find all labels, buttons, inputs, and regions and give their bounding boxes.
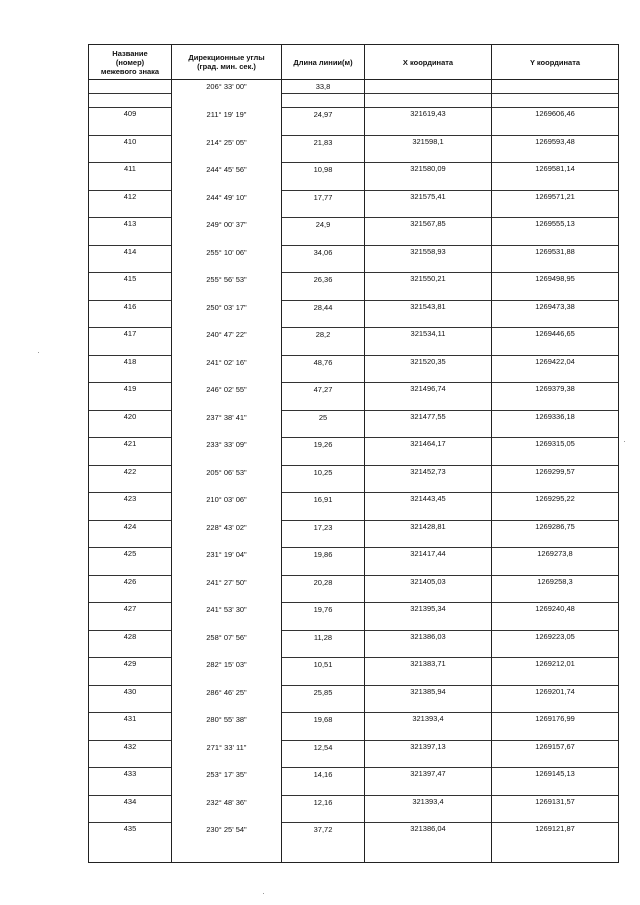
segment-length: 19,26 (313, 440, 333, 449)
row-rule (365, 602, 491, 603)
point-name: 421 (123, 439, 137, 448)
table-row (89, 507, 618, 534)
x-coordinate: 321558,93 (410, 246, 446, 256)
row-rule (282, 107, 364, 108)
x-coordinate: 321452,73 (410, 466, 446, 476)
table-row (89, 149, 618, 176)
y-coordinate: 1269422,04 (535, 356, 575, 366)
table-row (89, 204, 618, 231)
y-coordinate: 1269286,75 (535, 521, 575, 531)
x-coordinate: 321567,85 (410, 219, 446, 228)
x-coordinate: 321619,43 (410, 109, 446, 118)
row-rule (282, 300, 364, 301)
row-rule (89, 245, 171, 246)
row-rule (365, 767, 491, 768)
row-rule (282, 190, 364, 191)
row-rule (492, 767, 618, 768)
row-rule (89, 630, 171, 631)
row-rule (282, 767, 364, 768)
row-rule (89, 767, 171, 768)
row-rule (492, 300, 618, 301)
header-angle: Дирекционные углы (град. мин. сек.) (188, 53, 265, 71)
y-coordinate: 1269223,05 (535, 631, 575, 641)
row-rule (365, 300, 491, 301)
segment-length: 17,77 (313, 192, 333, 202)
row-rule (282, 272, 364, 273)
row-rule (282, 492, 364, 493)
row-rule (282, 217, 364, 218)
segment-angle: 230° 25' 54" (206, 825, 247, 834)
y-coordinate: 1269498,95 (535, 274, 575, 283)
row-rule (492, 327, 618, 328)
segment-length: 16,91 (313, 495, 333, 504)
row-rule (89, 657, 171, 658)
segment-length: 19,68 (313, 715, 333, 724)
row-rule (492, 685, 618, 686)
segment-angle: 253° 17' 35" (206, 770, 247, 779)
x-coordinate: 321428,81 (410, 521, 446, 531)
row-rule (89, 575, 171, 576)
segment-angle: 244° 49' 10" (206, 192, 247, 202)
x-coordinate: 321383,71 (410, 659, 446, 668)
row-rule (365, 107, 491, 108)
segment-length: 21,83 (313, 137, 333, 147)
point-name: 433 (123, 769, 137, 778)
x-coordinate: 321417,44 (410, 549, 446, 558)
x-coordinate: 321443,45 (410, 494, 446, 503)
row-rule (89, 217, 171, 218)
x-coordinate: 321393,4 (412, 714, 444, 723)
segment-length: 26,36 (313, 275, 333, 284)
segment-angle: 211° 19' 19" (206, 110, 247, 119)
row-rule (492, 382, 618, 383)
row-rule (282, 410, 364, 411)
header-name: Название (номер) межевого знака (100, 48, 160, 76)
point-name: 417 (123, 329, 137, 338)
row-rule (89, 327, 171, 328)
table-row (89, 177, 618, 204)
row-rule (89, 382, 171, 383)
row-rule (365, 685, 491, 686)
point-name: 413 (123, 219, 137, 228)
segment-length: 11,28 (313, 632, 333, 642)
segment-length: 33,8 (315, 82, 331, 91)
table-row (89, 617, 618, 644)
segment-angle: 237° 38' 41" (206, 412, 247, 422)
row-rule (365, 575, 491, 576)
table-row (89, 369, 618, 396)
y-coordinate: 1269157,67 (535, 741, 575, 751)
x-coordinate: 321397,13 (410, 741, 446, 751)
segment-length: 24,9 (315, 220, 331, 229)
x-coordinate: 321580,09 (410, 164, 446, 173)
row-rule (365, 795, 491, 796)
row-rule (282, 437, 364, 438)
point-name: 431 (123, 714, 137, 723)
row-rule (89, 492, 171, 493)
y-coordinate: 1269212,01 (535, 659, 575, 668)
row-rule (89, 740, 171, 741)
y-coordinate: 1269315,05 (535, 439, 575, 448)
row-rule (492, 712, 618, 713)
x-coordinate: 321393,4 (412, 796, 444, 806)
row-rule (492, 190, 618, 191)
table-row (89, 782, 618, 809)
table-row (89, 259, 618, 286)
table-row (89, 397, 618, 424)
x-coordinate: 321598,1 (412, 136, 444, 146)
scan-speck (624, 441, 625, 442)
row-rule (492, 657, 618, 658)
table-row (89, 754, 618, 781)
boundary-coordinates-table (88, 44, 619, 863)
row-rule (282, 135, 364, 136)
segment-angle: 214° 25' 05" (206, 137, 247, 147)
point-name: 428 (123, 631, 137, 641)
row-rule (282, 245, 364, 246)
y-coordinate: 1269593,48 (535, 136, 575, 146)
x-coordinate: 321395,34 (410, 604, 446, 613)
row-rule (282, 795, 364, 796)
table-row (89, 479, 618, 506)
segment-length: 47,27 (313, 385, 333, 394)
segment-length: 25 (318, 412, 328, 422)
y-coordinate: 1269295,22 (535, 494, 575, 503)
row-rule (89, 795, 171, 796)
segment-angle: 258° 07' 56" (206, 632, 247, 642)
y-coordinate: 1269121,87 (535, 824, 575, 833)
scan-speck (263, 893, 264, 894)
row-rule (89, 135, 171, 136)
segment-angle: 228° 43' 02" (206, 522, 247, 532)
segment-angle: 241° 27' 50" (206, 577, 247, 587)
y-coordinate: 1269571,21 (535, 191, 575, 201)
row-rule (365, 520, 491, 521)
y-coordinate: 1269273,8 (537, 549, 573, 558)
segment-length: 10,51 (313, 660, 333, 669)
row-rule (282, 355, 364, 356)
table-row (89, 232, 618, 259)
point-name: 414 (123, 246, 137, 256)
row-rule (365, 217, 491, 218)
row-rule (492, 217, 618, 218)
y-coordinate: 1269299,57 (535, 466, 575, 476)
y-coordinate: 1269201,74 (535, 686, 575, 696)
segment-angle: 250° 03' 17" (206, 302, 247, 312)
point-name: 410 (123, 136, 137, 146)
x-coordinate: 321397,47 (410, 769, 446, 778)
segment-length: 10,25 (313, 467, 333, 477)
segment-length: 24,97 (313, 110, 333, 119)
segment-angle: 244° 45' 56" (206, 165, 247, 174)
x-coordinate: 321550,21 (410, 274, 446, 283)
segment-length: 28,44 (313, 302, 333, 312)
row-rule (282, 602, 364, 603)
y-coordinate: 1269258,3 (537, 576, 573, 586)
x-coordinate: 321543,81 (410, 301, 446, 311)
row-rule (89, 822, 171, 823)
x-coordinate: 321496,74 (410, 384, 446, 393)
segment-length: 17,23 (313, 522, 333, 532)
y-coordinate: 1269531,88 (535, 246, 575, 256)
y-coordinate: 1269379,38 (535, 384, 575, 393)
x-coordinate: 321534,11 (410, 329, 446, 338)
row-rule (365, 492, 491, 493)
row-rule (365, 190, 491, 191)
row-rule (282, 740, 364, 741)
row-rule (89, 685, 171, 686)
row-rule (282, 465, 364, 466)
segment-length: 19,86 (313, 550, 333, 559)
x-coordinate: 321464,17 (410, 439, 446, 448)
row-rule (492, 630, 618, 631)
segment-angle: 240° 47' 22" (206, 330, 247, 339)
row-rule (89, 465, 171, 466)
row-rule (89, 190, 171, 191)
row-rule (492, 437, 618, 438)
y-coordinate: 1269446,65 (535, 329, 575, 338)
x-coordinate: 321575,41 (410, 191, 446, 201)
row-rule (492, 135, 618, 136)
row-rule (282, 382, 364, 383)
row-rule (492, 245, 618, 246)
row-rule (365, 410, 491, 411)
x-coordinate: 321385,94 (410, 686, 446, 696)
row-rule (492, 355, 618, 356)
row-rule (89, 520, 171, 521)
row-rule (492, 822, 618, 823)
row-rule (89, 602, 171, 603)
segment-angle: 255° 10' 06" (206, 247, 247, 257)
scan-speck (38, 352, 39, 353)
table-row (89, 122, 618, 149)
segment-length: 12,54 (313, 742, 333, 752)
row-rule (492, 465, 618, 466)
row-rule (282, 822, 364, 823)
table-row (89, 562, 618, 589)
row-rule (492, 492, 618, 493)
table-row (89, 672, 618, 699)
table-row (89, 644, 618, 671)
segment-length: 25,85 (313, 687, 333, 697)
point-name: 423 (123, 494, 137, 503)
table-row (89, 452, 618, 479)
header-length: Длина линии(м) (293, 57, 353, 67)
row-rule (282, 657, 364, 658)
table-row (89, 699, 618, 726)
segment-angle: 246° 02' 55" (206, 385, 247, 394)
segment-length: 37,72 (313, 825, 333, 834)
row-rule (282, 520, 364, 521)
y-coordinate: 1269336,18 (535, 411, 575, 421)
row-rule (492, 795, 618, 796)
row-rule (365, 437, 491, 438)
segment-length: 19,76 (313, 605, 333, 614)
x-coordinate: 321386,04 (410, 824, 446, 833)
y-coordinate: 1269240,48 (535, 604, 575, 613)
row-rule (492, 547, 618, 548)
table-row (89, 589, 618, 616)
segment-angle: 210° 03' 06" (206, 495, 247, 504)
table-row (89, 314, 618, 341)
row-rule (365, 355, 491, 356)
row-rule (282, 547, 364, 548)
row-rule (89, 272, 171, 273)
x-coordinate: 321405,03 (410, 576, 446, 586)
point-name: 416 (123, 301, 137, 311)
point-name: 429 (123, 659, 137, 668)
segment-angle: 232° 48' 36" (206, 797, 247, 807)
point-name: 432 (123, 741, 137, 751)
row-rule (282, 575, 364, 576)
row-rule (492, 107, 618, 108)
segment-angle: 271° 33' 11" (206, 742, 247, 752)
table-row (89, 534, 618, 561)
segment-angle: 233° 33' 09" (206, 440, 247, 449)
row-rule (365, 547, 491, 548)
segment-angle: 280° 55' 38" (206, 715, 247, 724)
row-rule (365, 630, 491, 631)
row-rule (365, 327, 491, 328)
row-rule (492, 602, 618, 603)
y-coordinate: 1269606,46 (535, 109, 575, 118)
y-coordinate: 1269145,13 (535, 769, 575, 778)
row-rule (89, 437, 171, 438)
table-row (89, 809, 618, 836)
x-coordinate: 321520,35 (410, 356, 446, 366)
segment-length: 14,16 (313, 770, 333, 779)
segment-angle: 206° 33' 00" (206, 82, 247, 91)
point-name: 419 (123, 384, 137, 393)
segment-angle: 286° 46' 25" (206, 687, 247, 697)
row-rule (365, 712, 491, 713)
row-rule (89, 410, 171, 411)
segment-angle: 255° 56' 53" (206, 275, 247, 284)
x-coordinate: 321386,03 (410, 631, 446, 641)
point-name: 420 (123, 411, 137, 421)
segment-length: 20,28 (313, 577, 333, 587)
point-name: 409 (123, 109, 137, 118)
row-rule (492, 272, 618, 273)
point-name: 424 (123, 521, 137, 531)
row-rule (282, 327, 364, 328)
point-name: 411 (124, 164, 136, 173)
row-rule (365, 740, 491, 741)
point-name: 422 (123, 466, 137, 476)
row-rule (89, 355, 171, 356)
point-name: 415 (123, 274, 137, 283)
segment-length: 34,06 (313, 247, 333, 257)
row-rule (492, 162, 618, 163)
point-name: 412 (123, 191, 137, 201)
segment-length: 28,2 (315, 330, 331, 339)
point-name: 426 (123, 576, 137, 586)
row-rule (365, 822, 491, 823)
segment-angle: 205° 06' 53" (206, 467, 247, 477)
segment-length: 12,16 (313, 797, 333, 807)
point-name: 435 (123, 824, 137, 833)
segment-angle: 241° 53' 30" (206, 605, 247, 614)
header-y: Y координата (529, 57, 581, 67)
segment-angle: 282° 15' 03" (206, 660, 247, 669)
row-rule (365, 382, 491, 383)
segment-angle: 249° 00' 37" (206, 220, 247, 229)
row-rule (365, 245, 491, 246)
y-coordinate: 1269473,38 (535, 301, 575, 311)
point-name: 418 (123, 356, 137, 366)
row-rule (492, 520, 618, 521)
segment-angle: 241° 02' 16" (206, 357, 247, 367)
segment-angle: 231° 19' 04" (206, 550, 247, 559)
y-coordinate: 1269555,13 (535, 219, 575, 228)
point-name: 425 (123, 549, 137, 558)
row-rule (89, 300, 171, 301)
point-name: 434 (123, 796, 137, 806)
y-coordinate: 1269176,99 (535, 714, 575, 723)
table-row (89, 94, 618, 121)
row-rule (492, 410, 618, 411)
table-row (89, 727, 618, 754)
table-row (89, 424, 618, 451)
y-coordinate: 1269131,57 (535, 796, 575, 806)
row-rule (89, 162, 171, 163)
row-rule (282, 162, 364, 163)
row-rule (365, 272, 491, 273)
row-rule (365, 465, 491, 466)
row-rule (89, 107, 171, 108)
row-rule (492, 575, 618, 576)
row-rule (282, 685, 364, 686)
row-rule (492, 740, 618, 741)
y-coordinate: 1269581,14 (535, 164, 575, 173)
row-rule (365, 135, 491, 136)
row-rule (282, 712, 364, 713)
row-rule (89, 712, 171, 713)
header-x: X координата (402, 57, 454, 67)
row-rule (89, 547, 171, 548)
row-rule (365, 657, 491, 658)
table-row (89, 287, 618, 314)
row-rule (365, 162, 491, 163)
segment-length: 10,98 (313, 165, 333, 174)
table-row (89, 342, 618, 369)
x-coordinate: 321477,55 (410, 411, 446, 421)
row-rule (282, 630, 364, 631)
segment-length: 48,76 (313, 357, 333, 367)
point-name: 427 (123, 604, 137, 613)
point-name: 430 (123, 686, 137, 696)
